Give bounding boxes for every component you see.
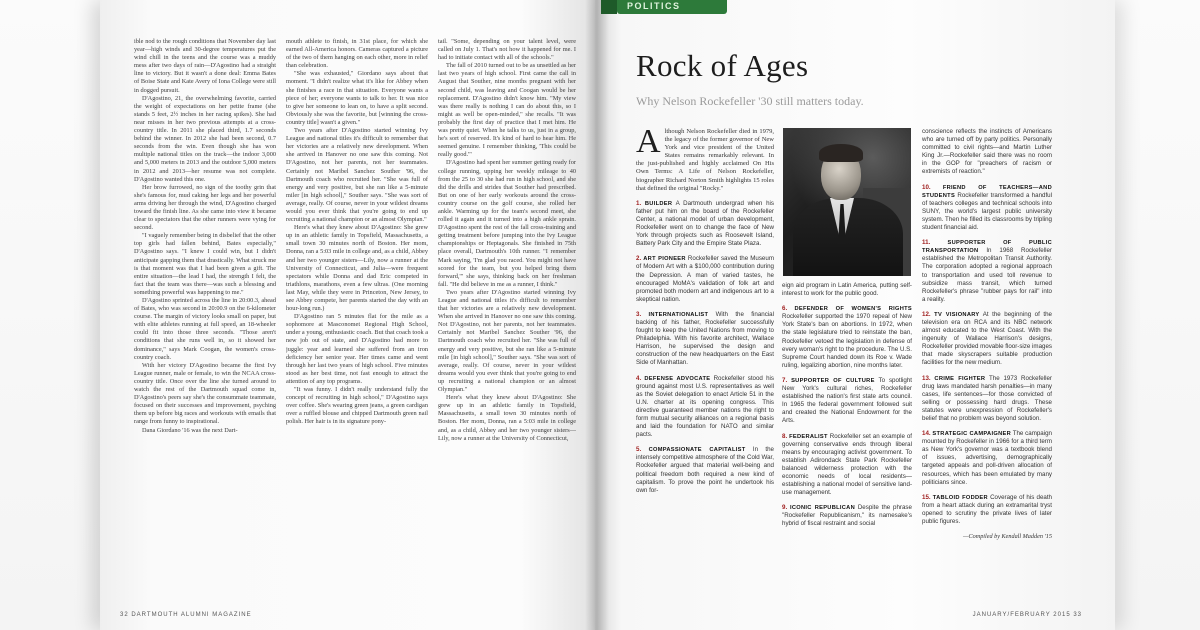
list-item bbox=[636, 446, 774, 495]
paragraph: tail. "Some, depending on your talent level, were called on July 1. That's not how it happened for me. I had to initiate contact with all of the schools." bbox=[438, 38, 576, 62]
paragraph: D'Agostino ran 5 minutes flat for the mile as a sophomore at Masconomet Regional High School, under a young, enthusiastic coach. But that coach took a new job out of state, and D'Agostino had more to juggle: year and learned she suffered from an iron deficiency her senior year. Her times came and went through her last two years of high school. Five minutes stood as her best time, not fast enough to attract the attention of any top programs. bbox=[286, 313, 428, 385]
list-item bbox=[782, 504, 912, 528]
rockefeller-photo bbox=[783, 128, 911, 276]
item-number: 10. bbox=[922, 183, 931, 191]
item-title: CRIME FIGHTER bbox=[934, 375, 986, 382]
list-item bbox=[782, 433, 912, 498]
paragraph: D'Agostino sprinted across the line in 20:00.3, ahead of Bates, who was second in 20:00.9 on the 6-kilometer course. The margin of victory looks small on paper, but with elite athletes running at full speed, an 18-wheeler could fit into those three seconds. "Those aren't conditions that she runs well in, so it showed her dominance," says Mark Coogan, the women's cross-country coach. bbox=[134, 297, 276, 361]
item-text: Rockefeller transformed a handful of teachers colleges and technical schools into SUNY, the world's largest public university system. Then he filled its classrooms by tripling student financial aid. bbox=[922, 191, 1052, 232]
item-number: 9. bbox=[782, 504, 788, 512]
left-column-2 bbox=[286, 38, 428, 603]
item-number: 5. bbox=[636, 446, 642, 454]
photo-hair bbox=[819, 144, 863, 162]
drop-cap: A bbox=[636, 128, 661, 160]
list-item bbox=[922, 239, 1052, 304]
item-number: 15. bbox=[922, 493, 931, 501]
paragraph: conscience reflects the instincts of Americans who are turned off by party politics. Personally committed to civil rights—and Martin Luther King Jr.—Rockefeller said there was no room in the GOP for "preachers of racism or extremists of reaction." bbox=[922, 128, 1052, 176]
item-title: ART PIONEER bbox=[643, 256, 686, 263]
item-title: STRATEGIC CAMPAIGNER bbox=[932, 431, 1011, 438]
list-item bbox=[922, 430, 1052, 487]
page-gutter bbox=[585, 0, 609, 630]
paragraph: Here's what they knew about D'Agostino: She grew up in an athletic family in Topsfield, Massachusetts, a small town 30 minutes north of Boston. Her mom, Donna, ran a 5:03 mile in college and, as a child, Abbey and her two younger sisters—Lily, now a runner at the University of Connecticut, and Julia—were frequent spectators while Donna and dad Eric competed in triathlons, marathons, even a few ultras. (One morning last May, while they were in Princeton, New Jersey, to see Abbey compete, her parents started the day with an hour-long run.) bbox=[286, 224, 428, 313]
list-item bbox=[782, 377, 912, 426]
item-number: 8. bbox=[782, 432, 788, 440]
list-item bbox=[922, 311, 1052, 368]
item-text: Coverage of his death from a heart attack during an extramarital tryst opened to scrutiny the private lives of later public figures. bbox=[922, 493, 1052, 526]
item-text: Rockefeller saved the Museum of Modern Art with a $100,000 contribution during the Depression. A man of varied tastes, he encouraged MoMA's validation of folk art and promoted both modern art and indigenous art to a skeptical nation. bbox=[636, 255, 774, 303]
item-text: A Dartmouth undergrad when his father put him on the board of the Rockefeller Center, a national model of urban development, Rockefeller went on to change the face of New York through projects such as Roosevelt Island, Battery Park City and the Empire State Plaza. bbox=[636, 199, 774, 248]
paragraph: "She was exhausted," Giordano says about that moment. "I didn't realize what it's like for Abbey when she finishes a race in that situation. Everyone wants a piece of her; everyone wants to talk to her. It was nice to give her someone to lean on, to have a split second. Obviously she was the favorite, but [winning the cross-country title] wasn't a given." bbox=[286, 70, 428, 126]
list-item bbox=[782, 305, 912, 370]
paragraph: "I vaguely remember being in disbelief that the other top girls had fallen behind, Bates especially," D'Agostino says. "I knew I could win, but I didn't anticipate gapping them that drastically. What struck me is that moment was that I had been given a gift. The entire situation—the lead I had, the strength I felt, the fact that the team was there—was such a blessing and something powerful was happening to me." bbox=[134, 232, 276, 296]
item-text: At the beginning of the television era on RCA and its NBC network almost educated to the West Coast. With the ingenuity of Wallace Harrison's designs, Rockefeller provided movable floor-size images that made skyscrapers suitable production facilities for the new medium. bbox=[922, 310, 1052, 367]
paragraph: ible nod to the rough conditions that November day last year—high winds and 30-degree temperatures put the wind chill in the teens and the course was a muddy mess after two days of rain—D'Agostino had a straight line to victory. But it wasn't a done deal: Emma Bates of Boise State and Kate Avery of Iona College were still in dogged pursuit. bbox=[134, 38, 276, 94]
paragraph: D'Agostino, 21, the overwhelming favorite, carried the weight of expectations on her petite frame (she stands 5 feet, 2½ inches in her racing spikes). She had near misses in her two previous attempts at a cross-country title. In 2011 she placed third, 1.7 seconds behind the winner. In 2012 she had been second, 0.7 seconds from the win. Even though she has won multiple national titles on the track—the indoor 3,000 and 5,000 meters in 2013 and the outdoor 5,000 meters in 2012 and 2013—her resume was not complete. D'Agostino wanted this one. bbox=[134, 94, 276, 183]
item-text: The campaign mounted by Rockefeller in 1966 for a third term as New York's governor was a textbook blend of issues, advertising, demographically targeted appeals and poll-driven allocation of resources, which has been emulated by many politicians since. bbox=[922, 430, 1052, 486]
item-text: The 1973 Rockefeller drug laws mandated harsh penalties—in many cases, life sentences—for those convicted of selling or possessing hard drugs. These statutes were unexpression of Rockefeller's belief that no problem was beyond solution. bbox=[922, 374, 1052, 422]
item-number: 1. bbox=[636, 199, 642, 207]
item-text: Rockefeller set an example of governing conservative ends through liberal means by encouraging activist government. To establish Adirondack State Park Rockefeller balanced wilderness protection with the economic needs of local residents—establishing a national model of sensitive land-use management. bbox=[782, 432, 912, 497]
paragraph: Two years after D'Agostino started winning Ivy League and national titles it's difficult to remember that her victories are a relatively new development. When she arrived in Hanover no one saw this coming. Not D'Agostino, not her parents, not her teammates. Certainly not Maribel Sanchez Souther '96, the Dartmouth coach who recruited her. "She was full of energy and very positive, but she ran like a 5-minute mile [in high school]," Souther says. "She was sort of average, really. Of course, never in your wildest dreams would you ever think that you're going to end up recruiting a national champion or an almost Olympian." bbox=[438, 288, 576, 394]
item-title: INTERNATIONALIST bbox=[648, 311, 709, 318]
item-number: 12. bbox=[922, 310, 931, 318]
item-text: In 1968 Rockefeller established the Metropolitan Transit Authority. The corporation adopted a regional approach to transportation and used toll revenue to subsidize mass transit, which turned Rockefeller's phrase "rubber pays for rail" into a reality. bbox=[922, 247, 1052, 303]
item-title: SUPPORTER OF PUBLIC TRANSPORTATION bbox=[922, 240, 1052, 255]
paragraph: Here's what they knew about D'Agostino: She grew up in an athletic family in Topsfield, Massachusetts, a small town 30 minutes north of Boston. Her mom, Donna, ran a 5:03 mile in college and, as a child, Abbey and her two younger sisters—Lily, now a runner at the University of Connecticut, bbox=[438, 394, 576, 442]
item-title: ICONIC REPUBLICAN bbox=[790, 505, 855, 512]
paragraph: mouth athlete to finish, in 31st place, for which she earned All-America honors. Cameras captured a picture of the two of them hanging on each other, more in relief than celebration. bbox=[286, 38, 428, 70]
deck-subtitle: Why Nelson Rockefeller '30 still matters today. bbox=[636, 94, 864, 108]
list-item bbox=[636, 255, 774, 304]
list-item bbox=[922, 184, 1052, 233]
left-column-1 bbox=[134, 38, 276, 603]
section-label: POLITICS bbox=[627, 1, 681, 11]
item-text: Rockefeller supported the 1970 repeal of New York State's ban on abortions. In 1972, when the state legislature tried to reinstate the ban, Rockefeller vetoed the legislation in defense of every woman's right to the procedure. The U.S. Supreme Court handed down its Roe v. Wade ruling, legalizing abortion, nine months later. bbox=[782, 313, 912, 369]
left-column-3 bbox=[438, 38, 576, 603]
list-item bbox=[922, 375, 1052, 424]
left-page-footer: 32 DARTMOUTH ALUMNI MAGAZINE bbox=[120, 612, 252, 618]
item-text: Despite the phrase "Rockefeller Republicanism," its namesake's hybrid of fiscal restraint and social bbox=[782, 504, 912, 528]
item-number: 7. bbox=[782, 376, 788, 384]
item-text: In the intensely competitive atmosphere of the Cold War, Rockefeller argued that material well-being and political freedom both required a new kind of capitalism. To prove the point he undertook his own for- bbox=[636, 446, 774, 494]
right-column-3 bbox=[922, 128, 1052, 608]
item-text: With the financial backing of his father, Rockefeller successfully fought to keep the United Nations from moving to Philadelphia. With his favorite architect, Wallace Harrison, he supervised the design and construction of the new headquarters on the East Side of Manhattan. bbox=[636, 310, 774, 367]
paragraph: Her brow furrowed, no sign of the toothy grin that she's famous for, mud caking her legs and her powerful arms driving her through the wind, D'Agostino charged toward the finish line. As she came into view it became clear to spectators that the other runners were vying for second. bbox=[134, 183, 276, 232]
item-title: BUILDER bbox=[644, 200, 673, 207]
item-text: Rockefeller stood his ground against most U.S. representatives as well as the Soviet delegation to enact Article 51 in the U.N. charter at its opening congress. This directive guaranteed member nations the right to form mutual security alliances on a regional basis and laid the foundation for NATO and similar pacts. bbox=[636, 374, 774, 439]
item-number: 14. bbox=[922, 430, 931, 438]
item-title: DEFENSE ADVOCATE bbox=[644, 375, 711, 382]
item-number: 6. bbox=[782, 305, 788, 313]
item-number: 2. bbox=[636, 255, 642, 263]
headline: Rock of Ages bbox=[636, 48, 809, 83]
item-title: FEDERALIST bbox=[789, 433, 828, 440]
right-page-footer: JANUARY/FEBRUARY 2015 33 bbox=[972, 612, 1082, 618]
right-column-1 bbox=[636, 128, 774, 608]
intro-text: lthough Nelson Rockefeller died in 1979, the legacy of the former governor of New York and vice president of the United States remains remarkably relevant. In the just-published and highly acclaimed On His Own Terms: A Life of Nelson Rockefeller, biographer Richard Norton Smith highlights 15 roles that defined the original "Rocky." bbox=[636, 128, 774, 192]
item-number: 13. bbox=[922, 374, 931, 382]
list-item bbox=[922, 494, 1052, 526]
paragraph: D'Agostino had spent her summer getting ready for college running, upping her weekly mileage to 40 from the 25 to 30 she had run in high school, and she did the drills and strides that Souther had prescribed. But on one of her early workouts around the cross-country course on the golf course, she rolled her ankle. Warming up for the team's second meet, she rolled it again and it turned into a high ankle sprain. D'Agostino spent the rest of the fall cross-training and getting treatment before jumping into the Ivy League championships or Heptagonals. She finished in 75th place overall, Dartmouth's 10th runner. "I remember Mark saying, 'I'm glad you raced. You might not have scored for the team, but you helped bring them forward,'" she says, thinking back on her freshman fall. "He did believe in me as a runner, I think." bbox=[438, 159, 576, 288]
section-tab-edge bbox=[601, 0, 617, 14]
section-tab bbox=[617, 0, 727, 14]
paragraph: eign aid program in Latin America, putting self-interest to work for the public good. bbox=[782, 282, 912, 298]
item-number: 4. bbox=[636, 374, 642, 382]
item-title: SUPPORTER OF CULTURE bbox=[791, 377, 875, 384]
item-title: FRIEND OF TEACHERS—AND STUDENTS bbox=[922, 184, 1052, 199]
paragraph: Dana Giordano '16 was the next Dart- bbox=[142, 426, 238, 434]
list-item bbox=[636, 311, 774, 368]
paragraph: "It was funny. I didn't really understand fully the concept of recruiting in high school," D'Agostino says over coffee. She's wearing green jeans, a green cardigan over a ruffled blouse and chipped Dartmouth green nail polish. Her hair is in its signature pony- bbox=[286, 386, 428, 426]
paragraph: Two years after D'Agostino started winning Ivy League and national titles it's difficult to remember that her victories are a relatively new development. When she arrived in Hanover no one saw this coming. Not D'Agostino, not her parents, not her teammates. Certainly not Maribel Sanchez Souther '96, the Dartmouth coach who recruited her. "She was full of energy and very positive, but she ran like a 5-minute miler [in high school]," Souther says. "She was sort of average, really. Of course, never in your wildest dreams would you ever think that you're going to end up recruiting a national champion or an almost Olympian." bbox=[286, 127, 428, 224]
item-title: TABLOID FODDER bbox=[932, 494, 988, 501]
item-title: COMPASSIONATE CAPITALIST bbox=[648, 447, 746, 454]
item-number: 11. bbox=[922, 239, 931, 247]
item-number: 3. bbox=[636, 310, 642, 318]
item-title: DEFENDER OF WOMEN'S RIGHTS bbox=[794, 306, 912, 313]
item-title: TV VISIONARY bbox=[934, 311, 980, 318]
right-column-2 bbox=[782, 282, 912, 612]
intro-paragraph bbox=[636, 128, 774, 193]
compiled-by-credit: —Compiled by Kendall Madden '15 bbox=[963, 533, 1052, 541]
list-item bbox=[636, 200, 774, 249]
list-item bbox=[636, 375, 774, 440]
item-text: To spotlight New York's cultural riches, Rockefeller established the nation's first state arts council. In 1965 the federal government followed suit and created the National Endowment for the Arts. bbox=[782, 376, 912, 425]
paragraph: With her victory D'Agostino became the first Ivy League runner, male or female, to win the NCAA cross-country title. Once over the line she turned around to watch the rest of the Dartmouth squad come in, D'Agostino's peers say she's the consummate teammate, focused on their successes and improvement, psyching them up before big races and workouts with emails that range from funny to inspirational. bbox=[134, 361, 276, 426]
paragraph: The fall of 2010 turned out to be as unsettled as her last two years of high school. First came the call in August that Souther, nine months pregnant with her second child, was leaving and Coogan would be her replacement. D'Agostino didn't know him. "My view was there really is nothing I can do about this, so I might as well be open-minded," she recalls. "It was probably the first day of practice that I met him. He was pretty quiet. When he talks to us, just in a group, he's sort of reserved. It's kind of hard to hear him. He seemed genuine. I remember thinking, 'This could be really good.'" bbox=[438, 62, 576, 159]
